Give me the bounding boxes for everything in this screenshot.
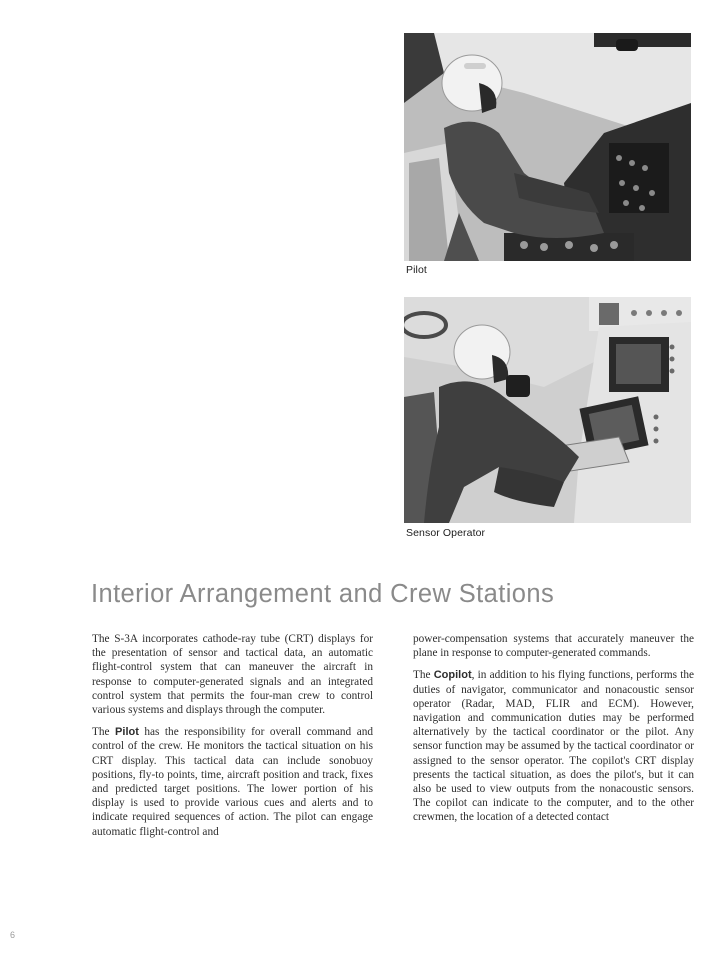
left-paragraph-2 <box>92 725 373 839</box>
sensor-operator-photo-graphic <box>404 297 691 523</box>
right-text-column <box>413 632 694 833</box>
left-paragraph-1: The S-3A incorporates cathode-ray tube (CRT) displays for the presentation of sensor and tactical data, an automatic flight-control system that can maneuver the aircraft in response to computer-generated signals and an integrated control system that permits the four-man crew to control various systems and displays through the computer. <box>92 633 373 717</box>
left-paragraph-2-prefix: The <box>92 726 116 739</box>
pilot-photo <box>404 33 691 261</box>
sensor-operator-caption: Sensor Operator <box>406 527 486 539</box>
pilot-lead-term: Pilot <box>115 726 139 739</box>
right-paragraph-2 <box>413 668 694 824</box>
right-paragraph-2-prefix: The <box>413 669 434 682</box>
left-text-column <box>92 632 373 847</box>
page-number: 6 <box>10 930 16 940</box>
right-paragraph-1: power-compensation systems that accurately maneuver the plane in response to computer-generated commands. <box>413 633 694 660</box>
right-paragraph-2-body: , in addition to his flying functions, performs the duties of navigator, communicator and nonacoustic sensor operator (Radar, MAD, FLIR and ECM). However, navigation and communication duties may be performed alternatively by the tactical coordinator or the pilot. Any sensor function may be assumed by the tactical coordinator or assigned to the sensor operator. The copilot's CRT display presents the tactical situation, as does the pilot's, but it can also be used to view outputs from the nonacoustic sensors. The copilot can indicate to the computer, and to the other crewmen, the location of a detected contact <box>413 669 694 824</box>
left-paragraph-2-body: has the responsibility for overall command and control of the crew. He monitors the tactical situation on his CRT display. This tactical data can include sonobuoy positions, fly-to points, time, aircraft position and track, fixes and predicted target positions. The lower portion of his display is used to provide various cues and alerts and to indicate required sequences of action. The pilot can engage automatic flight-control and <box>92 726 373 838</box>
pilot-photo-graphic <box>404 33 691 261</box>
sensor-operator-photo <box>404 297 691 523</box>
copilot-lead-term: Copilot <box>433 669 472 682</box>
section-heading: Interior Arrangement and Crew Stations <box>91 580 555 608</box>
pilot-caption: Pilot <box>406 264 427 276</box>
